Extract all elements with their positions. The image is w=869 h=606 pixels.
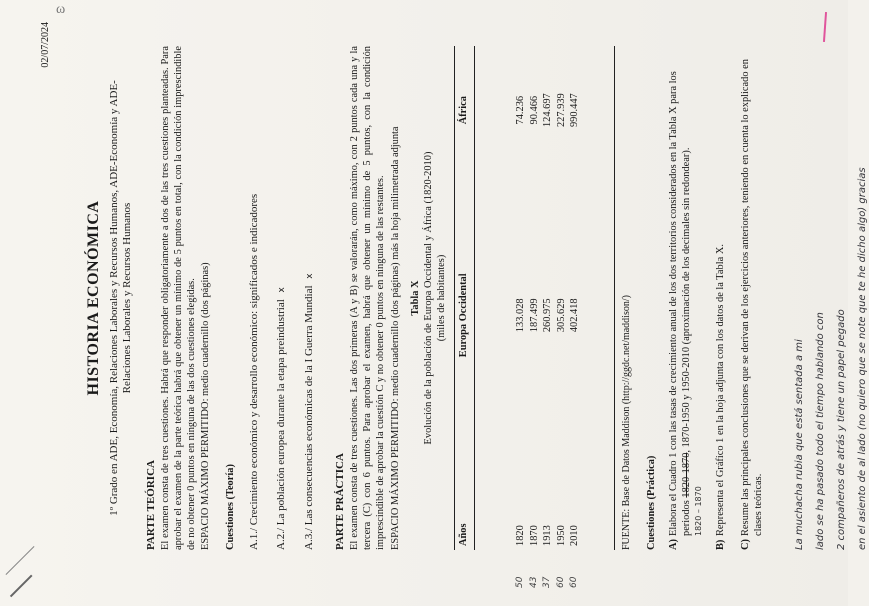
header-europe: Europa Occidental xyxy=(455,174,475,456)
handwritten-line: 2 compañeros de atrás y tiene un papel pegado xyxy=(835,309,847,550)
handwritten-note: 60 xyxy=(555,576,566,588)
cell-africa: 990.447 xyxy=(569,46,615,174)
table-header-row xyxy=(455,46,475,550)
question-letter: C) xyxy=(740,539,752,550)
header-years: Años xyxy=(455,456,475,550)
question-letter: B) xyxy=(715,539,727,550)
cell-year: 37 1913 xyxy=(542,525,554,588)
exam-subtitle: 1º Grado en ADE, Economía, Relaciones Laborales y Recursos Humanos, ADE-Economía y ADE-Relaciones Laborales y Recursos Humanos xyxy=(107,80,134,516)
theory-question xyxy=(275,46,288,550)
handwritten-note: 43 xyxy=(528,576,539,588)
question-letter: A) xyxy=(668,539,680,550)
table-row xyxy=(542,46,556,550)
cell-africa: 227.939 xyxy=(555,93,567,128)
cell-europe: 402.418 xyxy=(569,174,615,456)
practice-question: B) Representa el Gráfico 1 en la hoja adjunta con los datos de la Tabla X. xyxy=(715,244,727,550)
cell-year: 50 1820 xyxy=(515,525,527,588)
practice-heading: PARTE PRÁCTICA xyxy=(334,453,347,550)
theory-questions-heading: Cuestiones (Teoría) xyxy=(225,464,237,550)
handwritten-line: La muchacha rubia que está sentada a mi xyxy=(793,339,805,550)
population-table xyxy=(454,46,615,588)
theory-question-label: A.1./ Crecimiento económico y desarrollo económico: significados e indicadores xyxy=(247,193,260,550)
practice-space: ESPACIO MÁXIMO PERMITIDO: medio cuadernillo (dos páginas) más la hoja milimetrada adjunta xyxy=(389,126,401,550)
cell-europe: 187.499 xyxy=(528,298,540,333)
table-title: Tabla X xyxy=(410,280,422,316)
theory-intro: El examen consta de tres cuestiones. Habrá que responder obligatoriamente a dos de las tres cuestiones planteadas. Para aprobar el examen de la parte teórica habrá que obtener un mínimo de 5 puntos en total, con la condición imprescindible de no obtener 0 puntos en ninguna de las dos cuestiones elegidas. xyxy=(160,46,197,550)
cell-africa: 74.236 xyxy=(515,95,527,125)
handwritten-x-mark: x xyxy=(277,287,288,293)
cell-year: 60 1950 xyxy=(555,525,567,588)
exam-date: 02/07/2024 xyxy=(40,22,51,68)
table-subtitle: Evolución de la población de Europa Occidental y África (1820-2010) xyxy=(422,151,434,445)
table-row xyxy=(474,46,528,550)
cell-africa: 124.697 xyxy=(542,93,554,128)
cell-africa: 90.466 xyxy=(528,95,540,125)
practice-intro: El examen consta de tres cuestiones. Las dos primeras (A y B) se valorarán, como máximo, con 2 puntos cada una y la tercera (C) con 6 puntos. Para aprobar el examen, habrá que obtener un mínimo de 5 puntos, con la condición imprescindible de aprobar la cuestión C y no obtener 0 puntos en ninguna de las restantes. xyxy=(349,46,386,550)
handwritten-note: 50 xyxy=(515,576,526,588)
practice-question: C) Resume las principales conclusiones que se derivan de los ejercicios anteriores, teniendo en cuenta lo explicado en clases teóricas. xyxy=(740,59,764,550)
handwritten-note: 60 xyxy=(569,576,580,588)
theory-heading: PARTE TEÓRICA xyxy=(145,460,158,550)
theory-space: ESPACIO MÁXIMO PERMITIDO: medio cuadernillo (dos páginas) xyxy=(200,262,212,550)
theory-question xyxy=(248,46,261,550)
table-row xyxy=(528,46,542,550)
table-units: (miles de habitantes) xyxy=(435,254,447,342)
handwritten-line: en el asiento de al lado (no quiero que se note que te he dicho algo) gracias xyxy=(857,167,869,550)
theory-question-label: A.3./ Las consecuencias económicas de la I Guerra Mundial xyxy=(302,285,315,550)
struck-period: 1820-1870 xyxy=(681,452,693,498)
cell-europe: 260.975 xyxy=(542,298,554,333)
practice-questions-heading: Cuestiones (Práctica) xyxy=(645,455,657,550)
handwritten-correction: 1820 – 1870 xyxy=(693,486,703,536)
theory-question-label: A.2./ La población europea durante la etapa preindustrial xyxy=(275,299,288,550)
cell-europe: 305.629 xyxy=(555,298,567,333)
handwritten-line: lado se ha pasado todo el tiempo hablando con xyxy=(814,312,826,550)
exam-title: HISTORIA ECONÓMICA xyxy=(85,200,102,396)
handwritten-note: 37 xyxy=(542,576,553,588)
theory-question xyxy=(303,46,316,550)
cell-year: 43 1870 xyxy=(528,525,540,588)
table-row xyxy=(555,46,569,550)
cell-year: 60 2010 xyxy=(569,456,615,550)
handwritten-note-block xyxy=(794,46,869,550)
handwritten-x-mark: x xyxy=(304,273,315,279)
practice-question: A) Elabora el Cuadro 1 con las tasas de crecimiento anual de los dos territorios considerados en la Tabla X para los periodos 1820-1870, 1870-1950 y 1950-2010 (aproximación de los decimales sin redondear). 1820 – 1870 xyxy=(668,46,703,536)
header-africa: África xyxy=(455,46,475,174)
emblem-icon: ω xyxy=(56,2,66,17)
table-row xyxy=(569,46,615,550)
table-source: FUENTE: Base de Datos Maddison (http://ggdc.net/maddison/) xyxy=(621,295,633,550)
cell-europe: 133.028 xyxy=(515,298,527,333)
